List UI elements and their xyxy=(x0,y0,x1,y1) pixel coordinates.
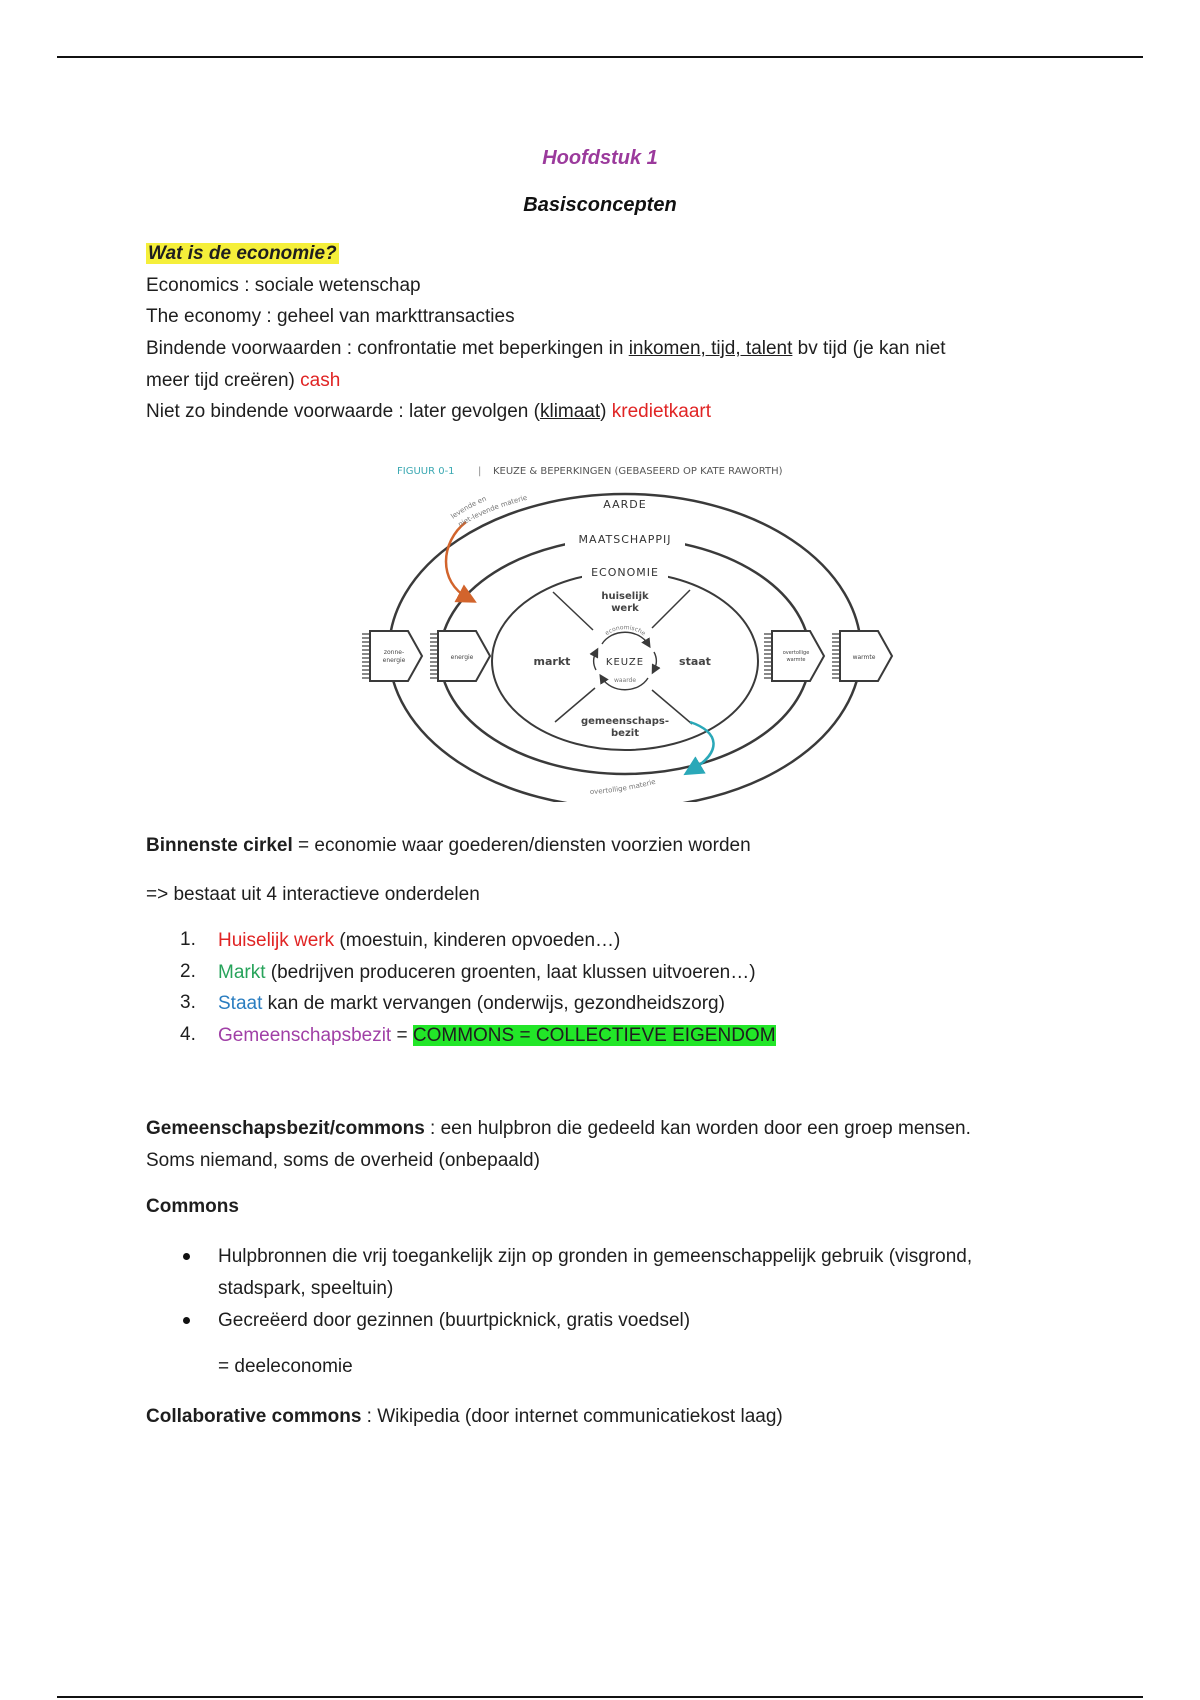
bezit-label: bezit xyxy=(611,728,639,739)
list-number: 3. xyxy=(180,992,196,1013)
huiselijk-label: huiselijk xyxy=(601,591,649,602)
zonne-label: zonne- xyxy=(383,649,405,656)
orange-inflow-arrow xyxy=(446,522,468,598)
binding-prefix: Bindende voorwaarden : confrontatie met beperkingen in xyxy=(146,338,629,359)
list-item-text xyxy=(218,929,620,953)
commons-highlight: COMMONS = COLLECTIEVE EIGENDOM xyxy=(412,1025,776,1046)
gemeenschapsbezit-term: Gemeenschapsbezit xyxy=(218,1025,392,1046)
figure-caption-number: FIGUUR 0-1 xyxy=(397,466,455,477)
keuze-arrow-left xyxy=(594,652,596,670)
commons-heading: Commons xyxy=(146,1196,239,1217)
collaborative-commons-line xyxy=(146,1405,783,1429)
list-number: 1. xyxy=(180,929,196,950)
economische-waarde-arc-label: economische xyxy=(603,624,647,638)
figure-caption-separator: | xyxy=(478,466,482,477)
nonbinding-line xyxy=(146,400,711,424)
staat-label: staat xyxy=(679,655,711,668)
keuze-label: KEUZE xyxy=(605,657,645,668)
inner-circle-rest: = economie waar goederen/diensten voorzien worden xyxy=(292,835,751,856)
waarde-label: waarde xyxy=(613,677,637,684)
economics-line: Economics : sociale wetenschap xyxy=(146,275,421,296)
list-item-rest: = xyxy=(391,1025,413,1046)
huiselijk-werk-term: Huiselijk werk xyxy=(218,930,335,951)
aarde-label: AARDE xyxy=(603,498,647,511)
binding-line xyxy=(146,337,946,361)
binding-line2-text: meer tijd creëren) xyxy=(146,370,301,391)
binding-suffix: bv tijd (je kan niet xyxy=(792,338,946,359)
warmte-label: warmte xyxy=(852,654,876,661)
keuze-beperkingen-figure xyxy=(290,432,930,802)
energie-label: energie xyxy=(450,654,474,661)
commons-definition-line-2: Soms niemand, soms de overheid (onbepaald) xyxy=(146,1150,540,1171)
commons-definition-bold: Gemeenschapsbezit/commons xyxy=(146,1118,425,1139)
collaborative-commons-rest: : Wikipedia (door internet communicatiekost laag) xyxy=(361,1406,783,1427)
list-item-text xyxy=(218,1024,776,1048)
overtollige-materie-label: overtollige materie xyxy=(589,777,657,797)
figure-caption-title: KEUZE & BEPERKINGEN (GEBASEERD OP KATE RAWORTH) xyxy=(493,466,783,477)
overtollige-warmte-label-2: warmte xyxy=(786,657,806,663)
section-subtitle: Basisconcepten xyxy=(523,194,677,216)
economie-label: ECONOMIE xyxy=(591,566,659,579)
consists-line: => bestaat uit 4 interactieve onderdelen xyxy=(146,884,480,905)
list-item-text xyxy=(218,992,725,1016)
list-number: 2. xyxy=(180,961,196,982)
bullet-dot xyxy=(183,1317,190,1324)
commons-definition-rest: : een hulpbron die gedeeld kan worden door een groep mensen. xyxy=(424,1118,971,1139)
bullet-dot xyxy=(183,1253,190,1260)
question-heading xyxy=(146,242,339,266)
kredietkaart-word: kredietkaart xyxy=(611,401,712,422)
cash-word: cash xyxy=(300,370,341,391)
overtollige-warmte-arrow xyxy=(764,631,824,681)
nonbinding-underlined: klimaat xyxy=(539,401,601,422)
inner-circle-line xyxy=(146,834,751,858)
commons-definition-line xyxy=(146,1117,971,1141)
nonbinding-prefix: Niet zo bindende voorwaarde : later gevolgen ( xyxy=(146,401,540,422)
levende-materie-label-2: niet-levende materie xyxy=(456,493,529,529)
economy-line: The economy : geheel van markttransacties xyxy=(146,306,515,327)
levende-materie-label-1: levende en xyxy=(449,494,488,521)
top-rule xyxy=(57,56,1143,58)
maatschappij-label: MAATSCHAPPIJ xyxy=(578,533,672,546)
bottom-rule xyxy=(57,1696,1143,1698)
list-item-rest: (bedrijven produceren groenten, laat klussen uitvoeren…) xyxy=(265,962,756,983)
chapter-title: Hoofdstuk 1 xyxy=(542,147,658,169)
zonne-energie-label: energie xyxy=(382,657,406,664)
overtollige-warmte-label-1: overtollige xyxy=(782,650,810,656)
binding-underlined: inkomen, tijd, talent xyxy=(628,338,793,359)
gemeenschaps-label: gemeenschaps- xyxy=(580,716,670,727)
list-item-text xyxy=(218,961,756,985)
bullet-item-text: Hulpbronnen die vrij toegankelijk zijn op gronden in gemeenschappelijk gebruik (visgrond, xyxy=(218,1246,973,1267)
keuze-arrow-right xyxy=(654,652,656,670)
markt-term: Markt xyxy=(218,962,266,983)
warmte-arrow xyxy=(832,631,892,681)
list-number: 4. xyxy=(180,1024,196,1045)
zonne-energie-arrow xyxy=(362,631,422,681)
bullet-item-text: Gecreëerd door gezinnen (buurtpicknick, gratis voedsel) xyxy=(218,1310,691,1331)
list-item-rest: (moestuin, kinderen opvoeden…) xyxy=(334,930,621,951)
staat-term: Staat xyxy=(218,993,263,1014)
markt-label: markt xyxy=(533,655,571,668)
binding-line-2 xyxy=(146,369,340,393)
inner-circle-bold: Binnenste cirkel xyxy=(146,835,293,856)
collaborative-commons-bold: Collaborative commons xyxy=(146,1406,362,1427)
deeleconomie-line: = deeleconomie xyxy=(218,1356,353,1377)
werk-label: werk xyxy=(611,603,639,614)
highlighted-heading: Wat is de economie? xyxy=(148,243,337,264)
nonbinding-close: ) xyxy=(600,401,612,422)
list-item-rest: kan de markt vervangen (onderwijs, gezondheidszorg) xyxy=(262,993,725,1014)
figure-svg xyxy=(290,432,930,802)
energie-arrow xyxy=(430,631,490,681)
bullet-item-text-cont: stadspark, speeltuin) xyxy=(218,1278,394,1299)
